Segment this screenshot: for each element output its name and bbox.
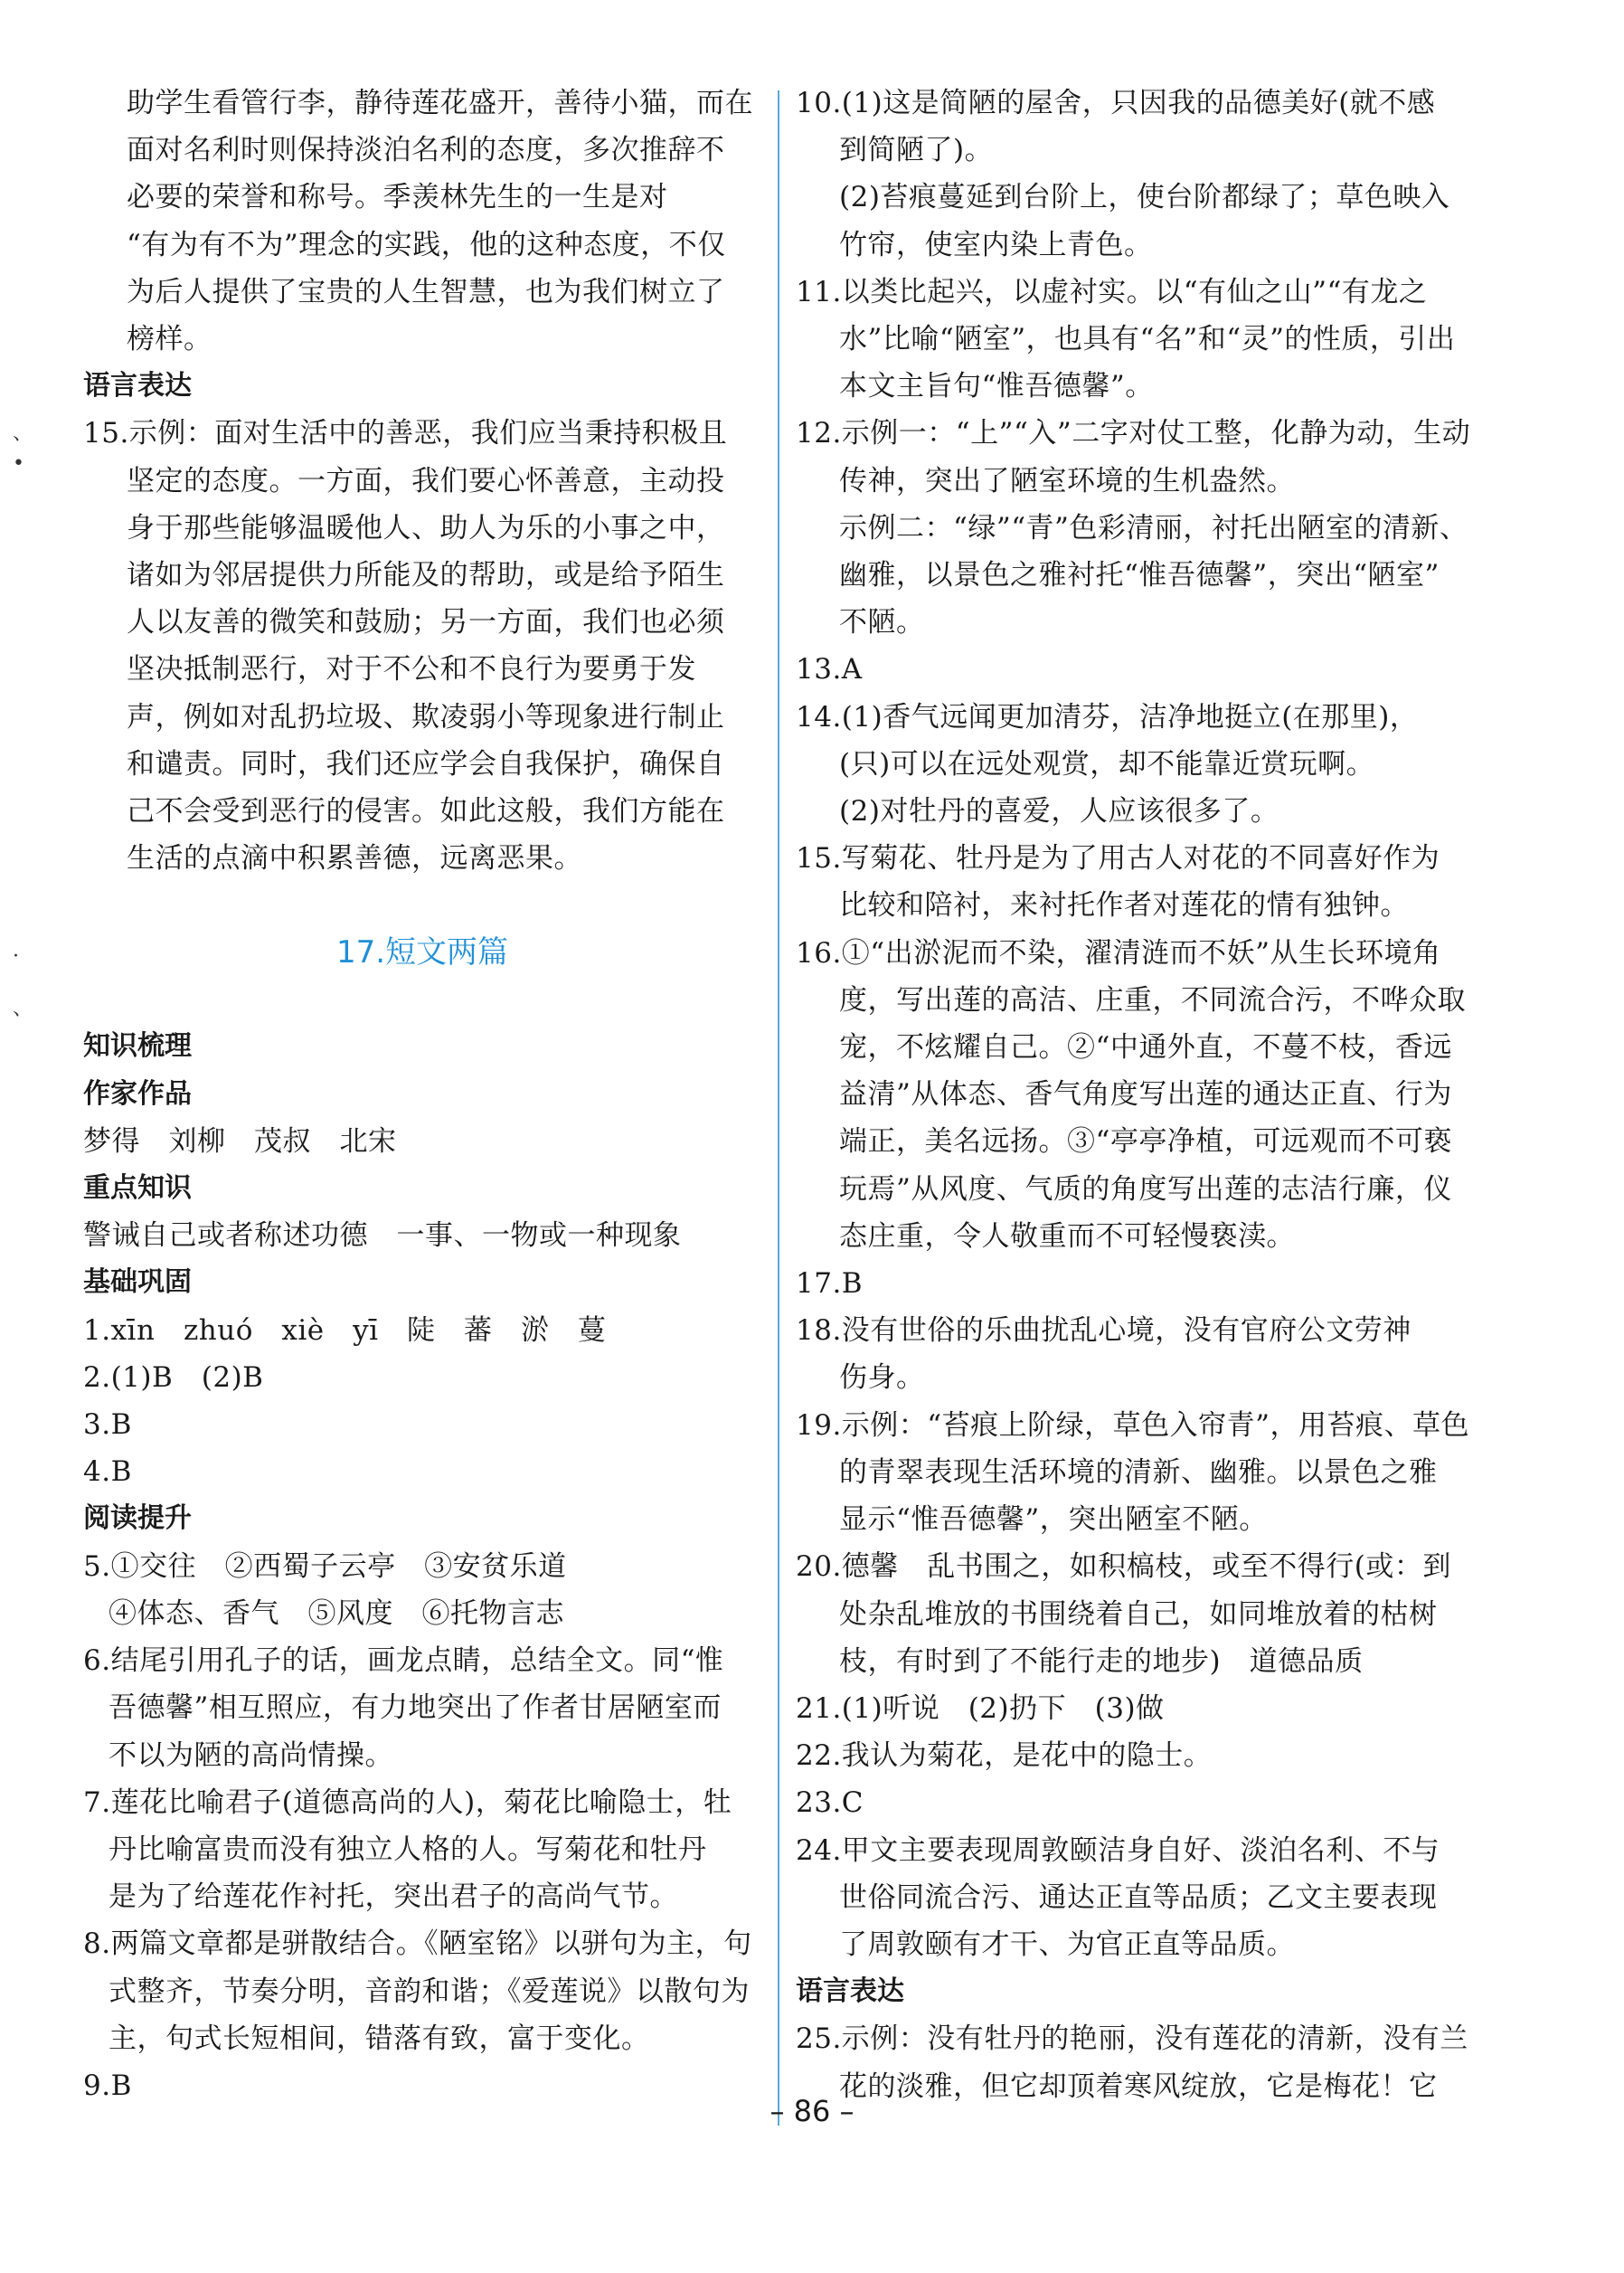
text-line: 9.B [83, 2069, 132, 2102]
text-line: 13.A [796, 653, 863, 687]
text-line: 式整齐，节奏分明，音韵和谐；《爱莲说》以散句为 [109, 1975, 750, 2008]
section-heading: 阅读提升 [83, 1502, 192, 1535]
text-line: 不以为陋的高尚情操。 [109, 1738, 393, 1772]
text-line: 21.(1)听说 (2)扔下 (3)做 [796, 1691, 1165, 1725]
text-line: 处杂乱堆放的书围绕着自己，如同堆放着的枯树 [839, 1597, 1438, 1631]
text-line: 态庄重，令人敬重而不可轻慢亵渎。 [839, 1219, 1295, 1253]
text-line: 声，例如对乱扔垃圾、欺凌弱小等现象进行制止 [127, 700, 725, 734]
text-line: 20.德馨 乱书围之，如积槁枝，或至不得行(或：到 [796, 1550, 1451, 1584]
section-heading: 基础巩固 [83, 1266, 192, 1299]
text-line: 3.B [83, 1408, 132, 1442]
text-line: 竹帘，使室内染上青色。 [839, 228, 1153, 261]
text-line: 助学生看管行李，静待莲花盛开，善待小猫，而在 [127, 87, 753, 119]
text-line: 25.示例：没有牡丹的艳丽，没有莲花的清新，没有兰 [796, 2022, 1468, 2056]
section-heading: 语言表达 [83, 370, 192, 403]
text-line: 吾德馨”相互照应，有力地突出了作者甘居陋室而 [109, 1691, 722, 1725]
text-line: 和谴责。同时，我们还应学会自我保护，确保自 [127, 747, 725, 781]
text-line: 17.B [796, 1267, 864, 1301]
text-line: 益清”从体态、香气角度写出莲的通达正直、行为 [839, 1078, 1452, 1112]
text-line: 枝，有时到了不能行走的地步) 道德品质 [839, 1644, 1364, 1678]
text-line: (2)对牡丹的喜爱，人应该很多了。 [839, 795, 1279, 829]
text-line: 伤身。 [839, 1361, 925, 1395]
text-line: 玩焉”从风度、气质的角度写出莲的志洁行廉，仪 [839, 1172, 1452, 1206]
text-line: 显示“惟吾德馨”，突出陋室不陋。 [839, 1503, 1268, 1537]
text-line: 24.甲文主要表现周敦颐洁身自好、淡泊名利、不与 [796, 1833, 1440, 1867]
text-line: 警诫自己或者称述功德 一事、一物或一种现象 [83, 1219, 682, 1253]
text-line: 坚决抵制恶行，对于不公和不良行为要勇于发 [127, 653, 696, 687]
section-heading: 重点知识 [83, 1172, 192, 1205]
text-line: 己不会受到恶行的侵害。如此这般，我们方能在 [127, 795, 725, 829]
text-line: 比较和陪衬，来衬托作者对莲花的情有独钟。 [839, 889, 1409, 923]
text-line: 示例二：“绿”“青”色彩清丽，衬托出陋室的清新、 [839, 511, 1468, 545]
text-line: 端正，美名远扬。③“亭亭净植，可远观而不可亵 [839, 1125, 1452, 1159]
column-divider [778, 90, 779, 2126]
text-line: 12.示例一：“上”“入”二字对仗工整，化静为动，生动 [796, 417, 1471, 450]
text-line: 榜样。 [127, 323, 212, 356]
margin-mark: 、 [13, 422, 33, 445]
text-line: (只)可以在远处观赏，却不能靠近赏玩啊。 [839, 747, 1375, 781]
page-number: – 86 – [770, 2094, 854, 2128]
text-line: 15.示例：面对生活中的善恶，我们应当秉持积极且 [83, 417, 728, 450]
text-line: 22.我认为菊花，是花中的隐士。 [796, 1739, 1213, 1773]
text-line: 人以友善的微笑和鼓励；另一方面，我们也必须 [127, 606, 725, 639]
text-line: 2.(1)B (2)B [83, 1360, 264, 1394]
right-column [796, 80, 1483, 2110]
text-line: 的青翠表现生活环境的清新、幽雅。以景色之雅 [839, 1455, 1438, 1489]
text-line: 梦得 刘柳 茂叔 北宋 [83, 1124, 397, 1158]
text-line: 18.没有世俗的乐曲扰乱心境，没有官府公文劳神 [796, 1314, 1412, 1348]
left-column [83, 80, 761, 2109]
text-line: 10.(1)这是简陋的屋舍，只因我的品德美好(就不感 [796, 87, 1436, 119]
margin-mark: • [13, 452, 24, 475]
text-line: 丹比喻富贵而没有独立人格的人。写菊花和牡丹 [109, 1833, 707, 1866]
text-line: 度，写出莲的高洁、庄重，不同流合污，不哗众取 [839, 983, 1466, 1017]
text-line: 16.①“出淤泥而不染，濯清涟而不妖”从生长环境角 [796, 936, 1441, 970]
text-line: 不陋。 [839, 606, 925, 639]
section-heading: 语言表达 [796, 1975, 904, 2008]
text-line: 为后人提供了宝贵的人生智慧，也为我们树立了 [127, 275, 725, 308]
text-line: 14.(1)香气远闻更加清芬，洁净地挺立(在那里)， [796, 700, 1419, 734]
text-line: 是为了给莲花作衬托，突出君子的高尚气节。 [109, 1880, 678, 1914]
text-line: 传神，突出了陋室环境的生机盎然。 [839, 464, 1295, 497]
margin-mark: · [13, 945, 19, 968]
text-line: 身于那些能够温暖他人、助人为乐的小事之中， [127, 511, 725, 545]
text-line: 宠，不炫耀自己。②“中通外直，不蔓不枝，香远 [839, 1031, 1452, 1065]
text-line: 必要的荣誉和称号。季羡林先生的一生是对 [127, 181, 668, 214]
section-heading: 作家作品 [83, 1077, 192, 1110]
text-line: 15.写菊花、牡丹是为了用古人对花的不同喜好作为 [796, 842, 1440, 876]
lesson-title: 17.短文两篇 [335, 934, 509, 971]
text-line: 生活的点滴中积累善德，远离恶果。 [127, 842, 582, 876]
text-line: 8.两篇文章都是骈散结合。《陋室铭》以骈句为主，句 [83, 1927, 752, 1961]
text-line: 23.C [796, 1786, 864, 1820]
text-line: 19.示例：“苔痕上阶绿，草色入帘青”，用苔痕、草色 [796, 1408, 1469, 1442]
text-line: 面对名利时则保持淡泊名利的态度，多次推辞不 [127, 134, 725, 167]
text-line: 7.莲花比喻君子(道德高尚的人)，菊花比喻隐士，牡 [83, 1785, 732, 1819]
text-line: 主，句式长短相间，错落有致，富于变化。 [109, 2022, 650, 2055]
text-line: 6.结尾引用孔子的话，画龙点睛，总结全文。同“惟 [83, 1644, 724, 1678]
section-heading: 知识梳理 [83, 1030, 192, 1063]
text-line: ④体态、香气 ⑤风度 ⑥托物言志 [109, 1596, 564, 1630]
text-line: 到简陋了)。 [839, 134, 994, 167]
text-line: (2)苔痕蔓延到台阶上，使台阶都绿了；草色映入 [839, 181, 1450, 214]
text-line: 坚定的态度。一方面，我们要心怀善意，主动投 [127, 464, 725, 497]
text-line: 4.B [83, 1455, 132, 1489]
text-line: 本文主旨句“惟吾德馨”。 [839, 370, 1154, 403]
text-line: 诸如为邻居提供力所能及的帮助，或是给予陌生 [127, 559, 725, 592]
text-line: 5.①交往 ②西蜀子云亭 ③安贫乐道 [83, 1549, 567, 1583]
text-line: “有为有不为”理念的实践，他的这种态度，不仅 [127, 228, 726, 261]
text-line: 水”比喻“陋室”，也具有“名”和“灵”的性质，引出 [839, 323, 1456, 356]
margin-mark: 、 [13, 998, 33, 1020]
text-line: 11.以类比起兴，以虚衬实。以“有仙之山”“有龙之 [796, 275, 1428, 308]
text-line: 世俗同流合污、通达正直等品质；乙文主要表现 [839, 1880, 1438, 1914]
text-line: 1.xīn zhuó xiè yī 陡 蕃 淤 蔓 [83, 1313, 607, 1347]
text-line: 了周敦颐有才干、为官正直等品质。 [839, 1927, 1295, 1961]
text-line: 花的淡雅，但它却顶着寒风绽放，它是梅花！它 [839, 2069, 1438, 2103]
text-line: 幽雅，以景色之雅衬托“惟吾德馨”，突出“陋室” [839, 559, 1440, 592]
